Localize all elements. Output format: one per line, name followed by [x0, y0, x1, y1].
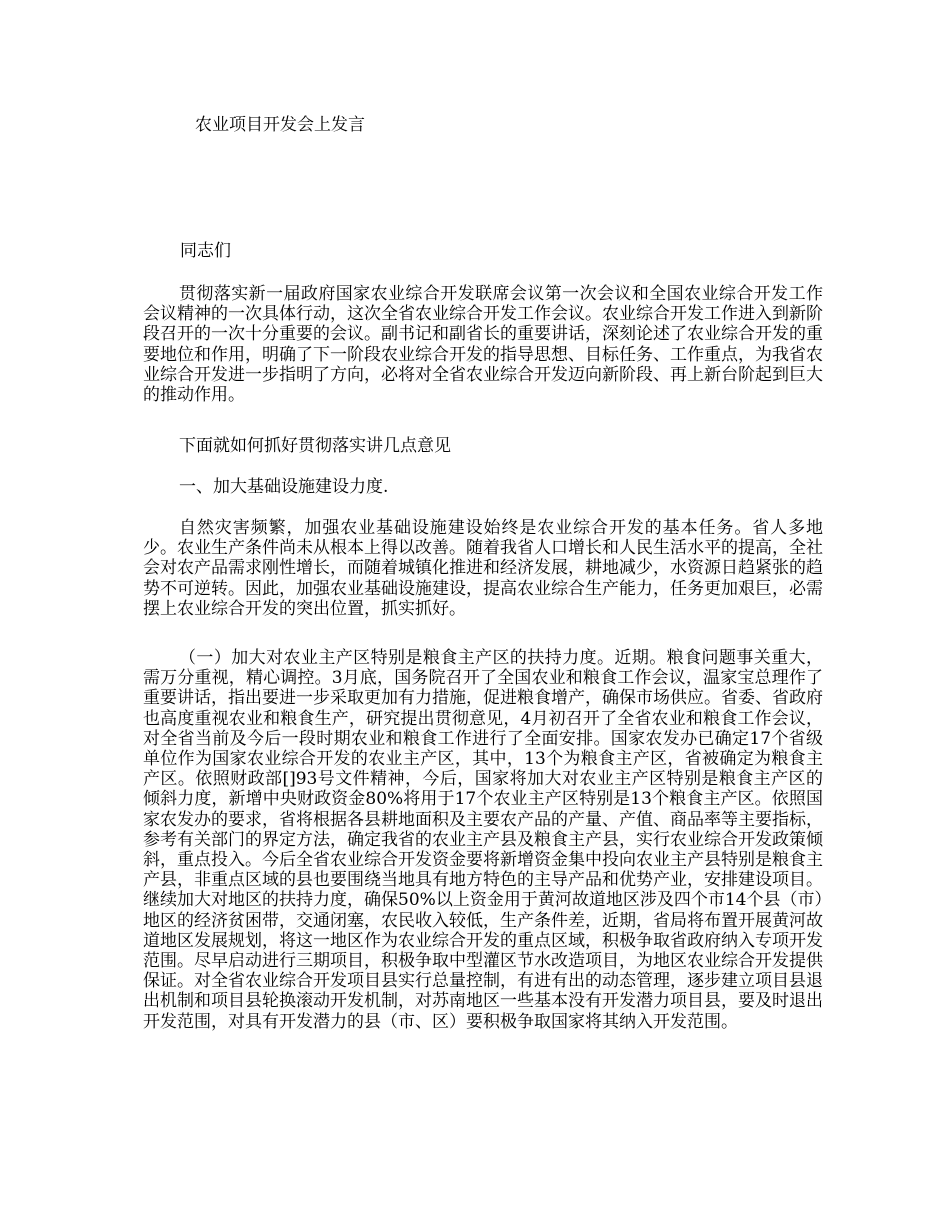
greeting: 同志们	[180, 241, 231, 261]
paragraph-lead-in: 下面就如何抓好贯彻落实讲几点意见	[179, 436, 451, 456]
paragraph-infrastructure: 自然灾害频繁，加强农业基础设施建设始终是农业综合开发的基本任务。省人多地少。农业生产条件尚未从根本上得以改善。随着我省人口增长和人民生活水平的提高，全社会对农产品需求刚性增长，而随着城镇化推进和经济发展，耕地减少，水资源日趋紧张的趋势不可逆转。因此，加强农业基础设施建设，提高农业综合生产能力，任务更加艰巨，必需摆上农业综合开发的突出位置，抓实抓好。	[143, 518, 823, 619]
paragraph-intro: 贯彻落实新一届政府国家农业综合开发联席会议第一次会议和全国农业综合开发工作会议精神的一次具体行动，这次全省农业综合开发工作会议。农业综合开发工作进入到新阶段召开的一次十分重要的会议。副书记和副省长的重要讲话，深刻论述了农业综合开发的重要地位和作用，明确了下一阶段农业综合开发的指导思想、目标任务、工作重点，为我省农业综合开发进一步指明了方向，必将对全省农业综合开发迈向新阶段、再上新台阶起到巨大的推动作用。	[143, 284, 823, 406]
paragraph-main-producing-areas: （一）加大对农业主产区特别是粮食主产区的扶持力度。近期。粮食问题事关重大，需万分重视，精心调控。3月底，国务院召开了全国农业和粮食工作会议，温家宝总理作了重要讲话，指出要进一步采取更加有力措施，促进粮食增产，确保市场供应。省委、省政府也高度重视农业和粮食生产，研究提出贯彻意见，4月初召开了全省农业和粮食工作会议，对全省当前及今后一段时期农业和粮食工作进行了全面安排。国家农发办已确定17个省级单位作为国家农业综合开发的农业主产区，其中，13个为粮食主产区，省被确定为粮食主产区。依照财政部[]93号文件精神，今后，国家将加大对农业主产区特别是粮食主产区的倾斜力度，新增中央财政资金80%将用于17个农业主产区特别是13个粮食主产区。依照国家农发办的要求，省将根据各县耕地面积及主要农产品的产量、产值、商品率等主要指标，参考有关部门的界定方法，确定我省的农业主产县及粮食主产县，实行农业综合开发政策倾斜，重点投入。今后全省农业综合开发资金要将新增资金集中投向农业主产县特别是粮食主产县，非重点区域的县也要围绕当地具有地方特色的主导产品和优势产业，安排建设项目。继续加大对地区的扶持力度，确保50%以上资金用于黄河故道地区涉及四个市14个县（市）地区的经济贫困带，交通闭塞，农民收入较低，生产条件差，近期，省局将布置开展黄河故道地区发展规划，将这一地区作为农业综合开发的重点区域，积极争取省政府纳入专项开发范围。尽早启动进行三期项目，积极争取中型灌区节水改造项目，为地区农业综合开发提供保证。对全省农业综合开发项目县实行总量控制，有进有出的动态管理，逐步建立项目县退出机制和项目县轮换滚动开发机制，对苏南地区一些基本没有开发潜力项目县，要及时退出开发范围，对具有开发潜力的县（市、区）要积极争取国家将其纳入开发范围。	[143, 648, 823, 1032]
document-title: 农业项目开发会上发言	[195, 115, 365, 135]
section-heading: 一、加大基础设施建设力度.	[179, 477, 389, 497]
